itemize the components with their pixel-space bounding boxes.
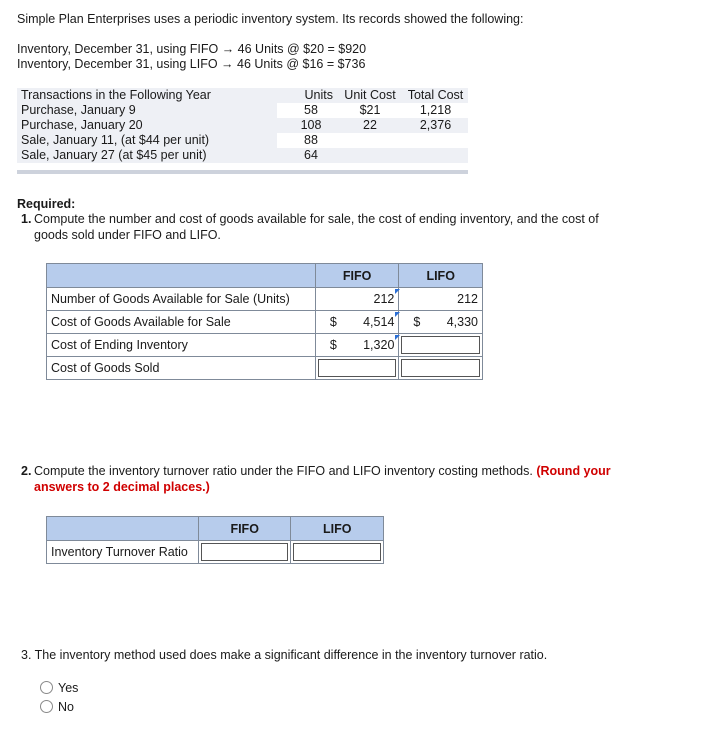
lifo-cogs-input[interactable] [399, 357, 483, 380]
row-label: Number of Goods Available for Sale (Units) [47, 288, 316, 311]
yes-option-label[interactable]: Yes [58, 681, 79, 695]
empty-input-box[interactable] [318, 359, 397, 377]
intro-text: Simple Plan Enterprises uses a periodic inventory system. Its records showed the following: [17, 12, 524, 26]
question-1-text-cont: goods sold under FIFO and LIFO. [34, 228, 221, 242]
lifo-column-header: LIFO [399, 264, 483, 288]
dollar-sign: $ [413, 315, 421, 329]
transaction-units: 108 [277, 118, 337, 133]
transactions-divider [17, 170, 468, 174]
no-radio-button[interactable] [40, 700, 53, 713]
transaction-unit-cost: 22 [337, 118, 403, 133]
lifo-cost-available-input[interactable] [399, 311, 483, 334]
table-row [47, 288, 483, 311]
transaction-units: 58 [304, 103, 318, 117]
table-row [17, 133, 468, 148]
turnover-table-header [47, 517, 384, 541]
transaction-label: Purchase, January 9 [17, 103, 277, 118]
table-row [47, 334, 483, 357]
cell-value: 1,320 [363, 338, 395, 352]
lifo-inventory-line: Inventory, December 31, using LIFO → 46 Units @ $16 = $736 [17, 57, 366, 71]
transaction-total-cost [403, 148, 468, 163]
table-row [47, 311, 483, 334]
transactions-header-total-cost: Total Cost [403, 88, 468, 103]
fifo-column-header: FIFO [315, 264, 399, 288]
transaction-label: Sale, January 11, (at $44 per unit) [17, 133, 277, 148]
rounding-note: (Round your [536, 464, 611, 478]
empty-input-box[interactable] [401, 359, 480, 377]
transactions-header-label: Transactions in the Following Year [17, 88, 277, 103]
transaction-unit-cost [337, 148, 403, 163]
turnover-ratio-table [46, 516, 384, 564]
transactions-header-unit-cost: Unit Cost [337, 88, 403, 103]
required-heading: Required: [17, 197, 76, 211]
no-option-label[interactable]: No [58, 700, 74, 714]
table-row [17, 148, 468, 163]
fifo-inventory-line: Inventory, December 31, using FIFO → 46 Units @ $20 = $920 [17, 42, 367, 56]
row-label: Inventory Turnover Ratio [47, 541, 199, 564]
transaction-units: 88 [304, 133, 318, 147]
transactions-header-row [17, 88, 468, 103]
transactions-header-units: Units [277, 88, 337, 103]
question-3-text: 3. The inventory method used does make a significant difference in the inventory turnover ratio. [21, 648, 548, 662]
question-2-number: 2. [21, 464, 32, 478]
dollar-sign: $ [329, 338, 337, 352]
question-1-number: 1. [21, 212, 32, 226]
dollar-sign: $ [329, 315, 337, 329]
header-blank-cell [47, 517, 199, 541]
cell-value: 212 [373, 292, 395, 306]
goods-available-table [46, 263, 483, 380]
fifo-cogs-input[interactable] [315, 357, 399, 380]
empty-input-box[interactable] [201, 543, 289, 561]
transaction-total-cost: 2,376 [403, 118, 468, 133]
transaction-label: Sale, January 27 (at $45 per unit) [17, 148, 277, 163]
question-1-text: Compute the number and cost of goods available for sale, the cost of ending inventory, and the cost of [34, 212, 599, 226]
transaction-units: 64 [277, 148, 337, 163]
cell-value: 212 [457, 292, 478, 306]
fifo-turnover-input[interactable] [198, 541, 291, 564]
cell-value: 4,514 [363, 315, 395, 329]
table-row [47, 357, 483, 380]
empty-input-box[interactable] [293, 543, 381, 561]
question-2-body: Compute the inventory turnover ratio under the FIFO and LIFO inventory costing methods. [34, 464, 533, 478]
yes-radio-button[interactable] [40, 681, 53, 694]
row-label: Cost of Goods Sold [47, 357, 316, 380]
rounding-note-cont: answers to 2 decimal places.) [34, 480, 210, 494]
empty-input-box[interactable] [401, 336, 480, 354]
header-blank-cell [47, 264, 316, 288]
table-row [17, 103, 468, 118]
transaction-total-cost [403, 133, 468, 148]
question-2-text [34, 464, 611, 478]
fifo-cost-available-input[interactable] [315, 311, 399, 334]
fifo-column-header: FIFO [198, 517, 291, 541]
transaction-total-cost: 1,218 [419, 103, 452, 117]
table-row [17, 118, 468, 133]
fifo-units-available-input[interactable] [315, 288, 399, 311]
transactions-table [17, 88, 468, 163]
goods-table-header [47, 264, 483, 288]
transaction-unit-cost: $21 [359, 103, 381, 117]
fifo-ending-inventory-input[interactable] [315, 334, 399, 357]
lifo-turnover-input[interactable] [291, 541, 384, 564]
cell-value: 4,330 [446, 315, 478, 329]
lifo-column-header: LIFO [291, 517, 384, 541]
lifo-units-available-input[interactable] [399, 288, 483, 311]
table-row [47, 541, 384, 564]
transaction-label: Purchase, January 20 [17, 118, 277, 133]
transaction-unit-cost [337, 133, 403, 148]
lifo-ending-inventory-input[interactable] [399, 334, 483, 357]
row-label: Cost of Goods Available for Sale [47, 311, 316, 334]
row-label: Cost of Ending Inventory [47, 334, 316, 357]
